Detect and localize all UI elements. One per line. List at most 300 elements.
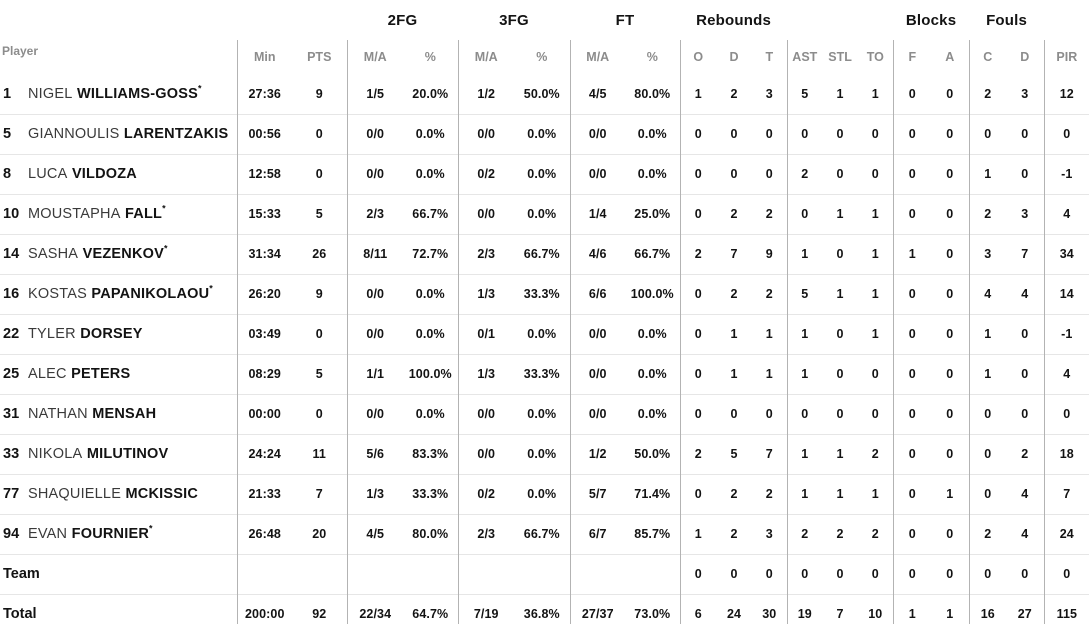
column-header-ast: AST: [787, 40, 822, 74]
points-cell: [292, 554, 347, 594]
fouls-drawn-cell: 0: [1006, 154, 1044, 194]
column-header-ft-ma: M/A: [570, 40, 625, 74]
ft-percent-cell: 0.0%: [625, 354, 680, 394]
group-header-row: [0, 0, 1089, 40]
blocks-favor-cell: 0: [893, 194, 931, 234]
ft-percent-cell: 0.0%: [625, 154, 680, 194]
pir-cell: 0: [1044, 114, 1089, 154]
fouls-committed-cell: 0: [969, 434, 1006, 474]
rebounds-defensive-cell: 7: [716, 234, 752, 274]
fg2-made-attempted-cell: 5/6: [347, 434, 403, 474]
row-label: Team: [3, 566, 40, 582]
player-cell[interactable]: [0, 394, 237, 434]
player-number: 25: [3, 366, 20, 382]
fg2-made-attempted-cell: 0/0: [347, 154, 403, 194]
minutes-cell: 31:34: [237, 234, 292, 274]
fouls-drawn-cell: 0: [1006, 354, 1044, 394]
pir-cell: 0: [1044, 554, 1089, 594]
ft-percent-cell: 80.0%: [634, 86, 671, 101]
rebounds-total-cell: 2: [752, 474, 787, 514]
fouls-drawn-cell: 7: [1006, 234, 1044, 274]
column-header-player: Player: [2, 44, 39, 58]
fg3-made-attempted-cell: [458, 554, 514, 594]
fg3-percent-cell: 0.0%: [514, 474, 570, 514]
points-cell: 11: [292, 434, 347, 474]
minutes-cell: 27:36: [237, 74, 292, 114]
steals-cell: 0: [822, 554, 858, 594]
player-last-name: VILDOZA: [71, 166, 137, 182]
rebounds-defensive-cell: 0: [716, 394, 752, 434]
rebounds-total-cell: 3: [752, 514, 787, 554]
fouls-committed-cell: 0: [969, 394, 1006, 434]
minutes-cell: 00:56: [237, 114, 292, 154]
column-header-to: TO: [866, 50, 884, 64]
turnovers-cell: 10: [858, 594, 893, 624]
assists-cell: 1: [787, 314, 822, 354]
blocks-against-cell: 0: [931, 554, 969, 594]
fg3-percent-cell: 0.0%: [514, 114, 570, 154]
pir-cell: 34: [1044, 234, 1089, 274]
group-header-spacer: [1044, 0, 1089, 40]
rebounds-defensive-cell: 0: [716, 154, 752, 194]
blocks-favor-cell: 0: [893, 154, 931, 194]
starter-mark-icon: *: [209, 283, 213, 294]
player-first-name: GIANNOULIS: [28, 126, 120, 142]
assists-cell: 0: [787, 194, 822, 234]
minutes-cell: 00:00: [237, 394, 292, 434]
player-cell[interactable]: [0, 194, 237, 234]
column-header-pir: PIR: [1044, 40, 1089, 74]
fouls-committed-cell: 2: [969, 194, 1006, 234]
column-header-foul-d: D: [1020, 50, 1030, 64]
ft-percent-cell: 100.0%: [625, 274, 680, 314]
ft-made-attempted-cell: 4/6: [570, 234, 625, 274]
table-row: [0, 234, 1089, 274]
assists-cell: 1: [787, 474, 822, 514]
player-first-name: SASHA: [28, 246, 79, 262]
fg3-percent-cell: 0.0%: [514, 314, 570, 354]
minutes-cell: 08:29: [237, 354, 292, 394]
blocks-favor-cell: 0: [893, 514, 931, 554]
fg2-percent-cell: 20.0%: [412, 86, 449, 101]
ft-made-attempted-cell: [570, 554, 625, 594]
fouls-drawn-cell: 4: [1006, 514, 1044, 554]
steals-cell: 1: [822, 194, 858, 234]
points-cell: 0: [292, 394, 347, 434]
rebounds-total-cell: 0: [752, 154, 787, 194]
fg2-percent-cell: 64.7%: [403, 594, 458, 624]
table-row: [0, 274, 1089, 314]
table-row: [0, 434, 1089, 474]
player-cell[interactable]: [0, 234, 237, 274]
points-cell: 7: [292, 474, 347, 514]
column-header-foul-c: C: [969, 40, 1006, 74]
rebounds-defensive-cell: 2: [716, 194, 752, 234]
player-last-name: PETERS: [71, 366, 131, 382]
steals-cell: 1: [822, 434, 858, 474]
player-cell[interactable]: [0, 594, 237, 624]
points-cell: 9: [292, 274, 347, 314]
fg3-percent-cell: 0.0%: [514, 154, 570, 194]
blocks-against-cell: 0: [946, 86, 954, 101]
minutes-cell: 26:20: [237, 274, 292, 314]
rebounds-defensive-cell: 2: [716, 474, 752, 514]
assists-cell: 19: [787, 594, 822, 624]
fouls-drawn-cell: 3: [1006, 194, 1044, 234]
steals-cell: 7: [822, 594, 858, 624]
fouls-committed-cell: 1: [969, 314, 1006, 354]
fg2-percent-cell: 80.0%: [403, 514, 458, 554]
fg3-percent-cell: 0.0%: [514, 434, 570, 474]
fg3-percent-cell: 66.7%: [514, 234, 570, 274]
ft-made-attempted-cell: 27/37: [570, 594, 625, 624]
player-number: 94: [3, 526, 20, 542]
ft-made-attempted-cell: 1/4: [570, 194, 625, 234]
fouls-drawn-cell: 4: [1006, 274, 1044, 314]
assists-cell: 5: [787, 274, 822, 314]
ft-made-attempted-cell: 6/7: [570, 514, 625, 554]
fg2-made-attempted-cell: 0/0: [347, 114, 403, 154]
fg3-made-attempted-cell: 0/2: [458, 474, 514, 514]
fg3-percent-cell: 0.0%: [514, 394, 570, 434]
blocks-against-cell: 0: [931, 314, 969, 354]
rebounds-defensive-cell: 2: [716, 514, 752, 554]
assists-cell: 1: [787, 354, 822, 394]
rebounds-total-cell: 30: [752, 594, 787, 624]
blocks-favor-cell: 0: [893, 434, 931, 474]
assists-cell: 1: [787, 434, 822, 474]
player-cell[interactable]: [0, 354, 237, 394]
ft-percent-cell: [625, 554, 680, 594]
ft-made-attempted-cell: 0/0: [570, 154, 625, 194]
column-header-row: [0, 40, 1089, 74]
pir-cell: 18: [1044, 434, 1089, 474]
blocks-favor-cell: 0: [893, 354, 931, 394]
blocks-favor-cell: 0: [893, 114, 931, 154]
fouls-drawn-cell: 0: [1006, 394, 1044, 434]
pir-cell: 4: [1044, 354, 1089, 394]
fouls-committed-cell: 16: [969, 594, 1006, 624]
pir-cell: 4: [1044, 194, 1089, 234]
player-last-name: FOURNIER: [71, 526, 149, 542]
player-last-name: LARENTZAKIS: [123, 126, 229, 142]
fouls-drawn-cell: 3: [1021, 86, 1029, 101]
steals-cell: 1: [822, 274, 858, 314]
starter-mark-icon: *: [162, 203, 166, 214]
blocks-against-cell: 0: [931, 154, 969, 194]
column-header-reb-t: T: [765, 50, 774, 64]
fg3-made-attempted-cell: 0/0: [458, 194, 514, 234]
turnovers-cell: 0: [858, 354, 893, 394]
fg3-made-attempted-cell: 1/3: [458, 274, 514, 314]
assists-cell: 0: [787, 114, 822, 154]
player-number: 8: [3, 166, 12, 182]
pir-cell: 115: [1044, 594, 1089, 624]
steals-cell: 0: [822, 234, 858, 274]
fg2-percent-cell: 83.3%: [403, 434, 458, 474]
ft-percent-cell: 0.0%: [625, 114, 680, 154]
ft-percent-cell: 0.0%: [625, 394, 680, 434]
player-first-name: NIGEL: [28, 85, 73, 102]
starter-mark-icon: *: [149, 523, 153, 534]
rebounds-total-cell: 2: [752, 194, 787, 234]
pir-cell: -1: [1044, 314, 1089, 354]
blocks-favor-cell: 0: [893, 74, 931, 114]
ft-percent-cell: 71.4%: [625, 474, 680, 514]
player-cell[interactable]: [0, 314, 237, 354]
player-last-name: MCKISSIC: [125, 486, 199, 502]
minutes-cell: [237, 554, 292, 594]
fg2-made-attempted-cell: 0/0: [347, 394, 403, 434]
player-first-name: ALEC: [28, 366, 67, 382]
ft-percent-cell: 66.7%: [625, 234, 680, 274]
turnovers-cell: 1: [858, 234, 893, 274]
fouls-committed-cell: 0: [969, 474, 1006, 514]
rebounds-total-cell: 7: [752, 434, 787, 474]
player-cell[interactable]: [0, 474, 237, 514]
group-header-spacer: [237, 0, 347, 40]
row-label: Total: [3, 606, 37, 623]
rebounds-total-cell: 0: [752, 554, 787, 594]
player-first-name: MOUSTAPHA: [28, 206, 121, 222]
table-row: [0, 194, 1089, 234]
rebounds-defensive-cell: 2: [730, 86, 738, 101]
blocks-favor-cell: 1: [893, 234, 931, 274]
blocks-against-cell: 0: [931, 114, 969, 154]
steals-cell: 0: [822, 394, 858, 434]
fouls-committed-cell: 1: [969, 154, 1006, 194]
pir-cell: 7: [1044, 474, 1089, 514]
rebounds-offensive-cell: 0: [680, 554, 716, 594]
fg3-made-attempted-cell: 0/0: [458, 114, 514, 154]
minutes-cell: 15:33: [237, 194, 292, 234]
blocks-favor-cell: 1: [893, 594, 931, 624]
player-number: 14: [3, 246, 20, 262]
ft-percent-cell: 0.0%: [625, 314, 680, 354]
fg2-made-attempted-cell: 22/34: [347, 594, 403, 624]
player-cell[interactable]: [0, 74, 237, 114]
table-row: [0, 554, 1089, 594]
fg3-made-attempted-cell: 0/0: [458, 394, 514, 434]
turnovers-cell: 1: [858, 194, 893, 234]
player-cell[interactable]: [0, 514, 237, 554]
player-number: 10: [3, 206, 20, 222]
turnovers-cell: 0: [858, 114, 893, 154]
points-cell: 92: [292, 594, 347, 624]
minutes-cell: 21:33: [237, 474, 292, 514]
fg3-made-attempted-cell: 1/3: [458, 354, 514, 394]
ft-percent-cell: 85.7%: [625, 514, 680, 554]
points-cell: 0: [292, 314, 347, 354]
turnovers-cell: 0: [858, 154, 893, 194]
rebounds-offensive-cell: 0: [680, 394, 716, 434]
steals-cell: 0: [822, 114, 858, 154]
ft-made-attempted-cell: 0/0: [570, 114, 625, 154]
fouls-drawn-cell: 0: [1006, 314, 1044, 354]
rebounds-defensive-cell: 1: [716, 314, 752, 354]
rebounds-offensive-cell: 1: [680, 74, 716, 114]
player-cell[interactable]: [0, 154, 237, 194]
pir-cell: 24: [1044, 514, 1089, 554]
starter-mark-icon: *: [197, 83, 202, 94]
fg2-made-attempted-cell: 1/1: [347, 354, 403, 394]
player-last-name: FALL: [125, 206, 163, 222]
points-cell: 0: [292, 154, 347, 194]
fg2-made-attempted-cell: 0/0: [347, 274, 403, 314]
fouls-committed-cell: 4: [969, 274, 1006, 314]
rebounds-defensive-cell: 0: [716, 114, 752, 154]
fg2-percent-cell: 33.3%: [403, 474, 458, 514]
player-last-name: WILLIAMS-GOSS: [76, 85, 198, 102]
player-cell[interactable]: [0, 554, 237, 594]
player-cell[interactable]: [0, 114, 237, 154]
column-header-reb-o: O: [680, 40, 716, 74]
player-last-name: MENSAH: [92, 406, 157, 422]
rebounds-offensive-cell: 1: [680, 514, 716, 554]
rebounds-offensive-cell: 6: [680, 594, 716, 624]
player-number: 77: [3, 486, 20, 502]
rebounds-offensive-cell: 0: [680, 354, 716, 394]
pir-cell: 12: [1044, 74, 1089, 114]
column-header-3fg-pct: %: [536, 50, 548, 64]
column-header-ft-pct: %: [646, 50, 658, 64]
group-header-spacer: [787, 0, 893, 40]
column-header-pts: PTS: [307, 50, 332, 64]
fg3-percent-cell: 33.3%: [514, 274, 570, 314]
player-number: 16: [3, 286, 20, 302]
player-number: 5: [3, 126, 12, 142]
group-header-3fg: 3FG: [499, 11, 529, 29]
steals-cell: 0: [822, 354, 858, 394]
fg2-percent-cell: [403, 554, 458, 594]
rebounds-total-cell: 1: [752, 314, 787, 354]
steals-cell: 2: [822, 514, 858, 554]
points-cell: 5: [292, 194, 347, 234]
table-row: [0, 394, 1089, 434]
blocks-favor-cell: 0: [893, 394, 931, 434]
fouls-drawn-cell: 0: [1006, 554, 1044, 594]
points-cell: 5: [292, 354, 347, 394]
player-cell[interactable]: [0, 274, 237, 314]
player-cell[interactable]: [0, 434, 237, 474]
fouls-committed-cell: 2: [969, 74, 1006, 114]
blocks-against-cell: 0: [931, 234, 969, 274]
pir-cell: -1: [1044, 154, 1089, 194]
fg3-made-attempted-cell: 2/3: [458, 514, 514, 554]
fg2-percent-cell: 0.0%: [403, 274, 458, 314]
column-header-2fg-ma: M/A: [347, 40, 403, 74]
turnovers-cell: 2: [858, 434, 893, 474]
fouls-drawn-cell: 2: [1006, 434, 1044, 474]
points-cell: 9: [315, 86, 323, 101]
table-row: [0, 314, 1089, 354]
player-last-name: VEZENKOV: [82, 246, 164, 262]
player-number: 33: [3, 446, 20, 462]
blocks-favor-cell: 0: [893, 474, 931, 514]
table-row: [0, 594, 1089, 624]
blocks-against-cell: 0: [931, 434, 969, 474]
turnovers-cell: 0: [858, 554, 893, 594]
ft-percent-cell: 50.0%: [625, 434, 680, 474]
column-header-blk-f: F: [893, 40, 931, 74]
column-header-min: Min: [237, 40, 292, 74]
fg3-percent-cell: 50.0%: [523, 86, 560, 101]
minutes-cell: 24:24: [237, 434, 292, 474]
rebounds-total-cell: 1: [752, 354, 787, 394]
fg2-made-attempted-cell: 4/5: [347, 514, 403, 554]
steals-cell: 0: [822, 314, 858, 354]
rebounds-total-cell: 0: [752, 114, 787, 154]
fg3-percent-cell: 33.3%: [514, 354, 570, 394]
minutes-cell: 26:48: [237, 514, 292, 554]
blocks-against-cell: 0: [931, 194, 969, 234]
turnovers-cell: 0: [858, 394, 893, 434]
rebounds-defensive-cell: 2: [716, 274, 752, 314]
blocks-against-cell: 0: [931, 354, 969, 394]
ft-made-attempted-cell: 4/5: [570, 74, 625, 114]
rebounds-offensive-cell: 0: [680, 114, 716, 154]
ft-made-attempted-cell: 5/7: [570, 474, 625, 514]
player-first-name: EVAN: [28, 526, 68, 542]
rebounds-offensive-cell: 0: [680, 274, 716, 314]
fg3-percent-cell: [514, 554, 570, 594]
player-first-name: NIKOLA: [28, 446, 83, 462]
rebounds-total-cell: 3: [765, 86, 773, 101]
rebounds-offensive-cell: 0: [680, 194, 716, 234]
ft-made-attempted-cell: 0/0: [570, 394, 625, 434]
ft-made-attempted-cell: 0/0: [570, 354, 625, 394]
player-number: 1: [3, 85, 12, 102]
ft-made-attempted-cell: 0/0: [570, 314, 625, 354]
fg2-percent-cell: 0.0%: [403, 314, 458, 354]
blocks-against-cell: 0: [931, 274, 969, 314]
turnovers-cell: 1: [858, 474, 893, 514]
rebounds-total-cell: 2: [752, 274, 787, 314]
rebounds-total-cell: 0: [752, 394, 787, 434]
fg3-made-attempted-cell: 0/2: [458, 154, 514, 194]
player-last-name: MILUTINOV: [86, 446, 169, 462]
group-header-ft: FT: [615, 11, 635, 29]
rebounds-offensive-cell: 0: [680, 314, 716, 354]
column-header-blk-a: A: [945, 50, 955, 64]
group-header-spacer: [0, 0, 237, 40]
turnovers-cell: 2: [858, 514, 893, 554]
fg3-percent-cell: 36.8%: [514, 594, 570, 624]
fg3-made-attempted-cell: 0/0: [458, 434, 514, 474]
fg2-made-attempted-cell: 8/11: [347, 234, 403, 274]
blocks-against-cell: 1: [931, 474, 969, 514]
pir-cell: 14: [1044, 274, 1089, 314]
rebounds-offensive-cell: 0: [680, 474, 716, 514]
turnovers-cell: 1: [858, 314, 893, 354]
assists-cell: 0: [787, 554, 822, 594]
column-header-2fg-pct: %: [424, 50, 436, 64]
fg3-made-attempted-cell: 7/19: [458, 594, 514, 624]
blocks-against-cell: 0: [931, 514, 969, 554]
minutes-cell: 03:49: [237, 314, 292, 354]
blocks-against-cell: 1: [931, 594, 969, 624]
group-header-rebounds: Rebounds: [696, 11, 771, 29]
rebounds-defensive-cell: 24: [716, 594, 752, 624]
player-first-name: SHAQUIELLE: [28, 486, 122, 502]
assists-cell: 0: [787, 394, 822, 434]
fg2-percent-cell: 66.7%: [403, 194, 458, 234]
ft-percent-cell: 25.0%: [625, 194, 680, 234]
rebounds-defensive-cell: 0: [716, 554, 752, 594]
pir-cell: 0: [1044, 394, 1089, 434]
fg2-made-attempted-cell: 1/3: [347, 474, 403, 514]
minutes-cell: 12:58: [237, 154, 292, 194]
